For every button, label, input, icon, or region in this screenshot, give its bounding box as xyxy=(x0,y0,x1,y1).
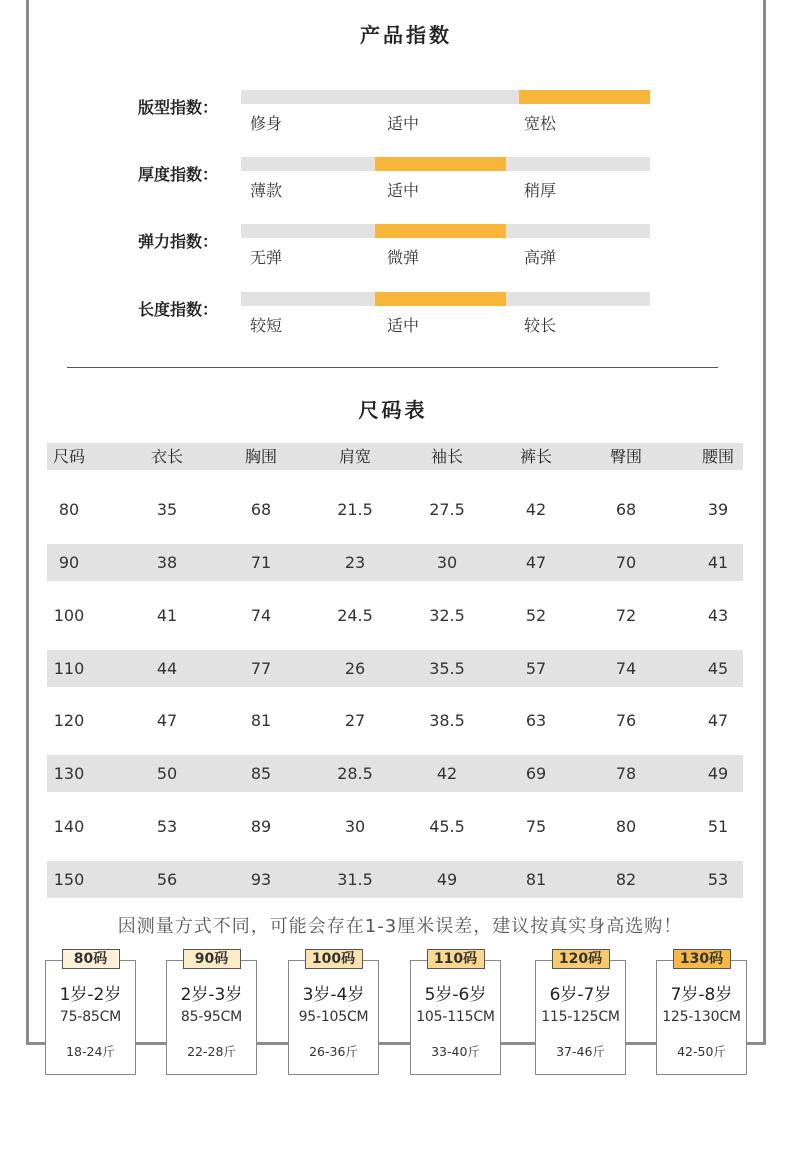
size-card-weight: 26-36斤 xyxy=(309,1044,358,1059)
table-row xyxy=(47,491,743,528)
section-divider xyxy=(67,367,718,368)
size-card-height: 75-85CM xyxy=(59,1009,122,1025)
table-header-cell: 臀围 xyxy=(609,447,642,466)
index-option-label: 适中 xyxy=(386,114,419,133)
table-cell: 47 xyxy=(707,711,729,731)
index-scale-segment xyxy=(519,292,650,306)
table-cell: 35.5 xyxy=(429,658,465,678)
table-cell: 71 xyxy=(250,552,272,572)
index-row-thickness xyxy=(0,157,790,207)
index-row-fit xyxy=(0,90,790,140)
table-cell: 77 xyxy=(250,658,272,678)
size-card-weight: 33-40斤 xyxy=(431,1044,480,1059)
table-cell: 26 xyxy=(344,658,366,678)
table-cell: 44 xyxy=(156,658,178,678)
size-card-height: 125-130CM xyxy=(662,1009,741,1025)
table-cell: 150 xyxy=(53,870,85,890)
table-cell: 42 xyxy=(436,764,458,784)
table-cell: 57 xyxy=(525,658,547,678)
size-card-height: 105-115CM xyxy=(416,1009,495,1025)
table-cell: 30 xyxy=(436,552,458,572)
index-row-length xyxy=(0,292,790,342)
measurement-note: 因测量方式不同，可能会存在1-3厘米误差，建议按真实身高选购！ xyxy=(117,916,683,937)
table-cell: 75 xyxy=(525,817,547,837)
table-cell: 63 xyxy=(525,711,547,731)
index-row-elasticity xyxy=(0,224,790,274)
table-cell: 69 xyxy=(525,764,547,784)
table-cell: 76 xyxy=(615,711,637,731)
table-cell: 27.5 xyxy=(429,500,465,519)
table-cell: 53 xyxy=(156,817,178,837)
index-label: 厚度指数： xyxy=(138,165,219,184)
table-cell: 74 xyxy=(250,605,272,625)
table-header-cell: 裤长 xyxy=(519,447,552,466)
size-card-tag: 80码 xyxy=(62,949,120,969)
size-card-weight: 18-24斤 xyxy=(66,1044,115,1059)
size-card xyxy=(656,951,747,1075)
table-header-cell: 袖长 xyxy=(430,447,463,466)
index-option-label: 修身 xyxy=(249,114,282,133)
table-header-cell: 腰围 xyxy=(701,447,734,466)
size-card-age: 2岁-3岁 xyxy=(180,985,243,1005)
table-cell: 41 xyxy=(156,605,178,625)
index-option-label: 适中 xyxy=(386,316,419,335)
table-cell: 70 xyxy=(615,552,637,572)
table-cell: 74 xyxy=(615,658,637,678)
size-card-weight: 22-28斤 xyxy=(187,1044,236,1059)
table-row xyxy=(47,597,743,634)
table-header-cell: 尺码 xyxy=(52,447,85,466)
table-cell: 56 xyxy=(156,870,178,890)
table-row xyxy=(47,861,743,898)
table-cell: 35 xyxy=(156,500,178,519)
size-card-tag: 130码 xyxy=(673,949,731,969)
size-card-age: 1岁-2岁 xyxy=(59,985,122,1005)
table-row xyxy=(47,702,743,739)
table-cell: 45.5 xyxy=(429,817,465,837)
table-cell: 80 xyxy=(58,500,80,519)
product-index-title: 产品指数 xyxy=(360,23,452,47)
index-scale-segment xyxy=(519,90,650,104)
table-cell: 42 xyxy=(525,500,547,519)
table-cell: 39 xyxy=(707,500,729,519)
table-cell: 38.5 xyxy=(429,711,465,731)
size-card-weight: 42-50斤 xyxy=(677,1044,726,1059)
index-scale-bar xyxy=(241,90,650,104)
size-chart-title: 尺码表 xyxy=(358,398,428,422)
table-cell: 81 xyxy=(250,711,272,731)
size-card-age: 6岁-7岁 xyxy=(549,985,612,1005)
table-cell: 72 xyxy=(615,605,637,625)
index-scale-segment xyxy=(375,157,506,171)
table-cell: 51 xyxy=(707,817,729,837)
size-card-tag: 120码 xyxy=(552,949,610,969)
index-scale-bar xyxy=(241,157,650,171)
size-card xyxy=(45,951,136,1075)
size-card-age: 5岁-6岁 xyxy=(424,985,487,1005)
size-card xyxy=(535,951,626,1075)
index-label: 版型指数： xyxy=(138,98,219,117)
table-cell: 78 xyxy=(615,764,637,784)
table-cell: 90 xyxy=(58,552,80,572)
table-cell: 68 xyxy=(250,500,272,519)
index-scale-segment xyxy=(519,224,650,238)
index-scale-segment xyxy=(375,90,506,104)
size-table xyxy=(47,443,743,898)
index-option-label: 无弹 xyxy=(249,248,282,267)
table-cell: 49 xyxy=(436,870,458,890)
size-card-weight: 37-46斤 xyxy=(556,1044,605,1059)
table-cell: 120 xyxy=(53,711,85,731)
table-cell: 38 xyxy=(156,552,178,572)
size-card-height: 85-95CM xyxy=(180,1009,243,1025)
table-row xyxy=(47,755,743,792)
index-option-label: 适中 xyxy=(386,181,419,200)
index-label: 长度指数： xyxy=(138,300,219,319)
index-option-label: 稍厚 xyxy=(523,181,556,200)
table-cell: 23 xyxy=(344,552,366,572)
table-row xyxy=(47,544,743,581)
table-cell: 140 xyxy=(53,817,85,837)
table-cell: 53 xyxy=(707,870,729,890)
table-cell: 82 xyxy=(615,870,637,890)
table-cell: 24.5 xyxy=(337,605,373,625)
index-scale-segment xyxy=(241,224,375,238)
table-cell: 130 xyxy=(53,764,85,784)
table-header-cell: 肩宽 xyxy=(338,447,371,466)
table-row xyxy=(47,650,743,687)
size-card-age: 7岁-8岁 xyxy=(670,985,733,1005)
table-cell: 27 xyxy=(344,711,366,731)
table-cell: 93 xyxy=(250,870,272,890)
index-scale-segment xyxy=(375,224,506,238)
index-option-label: 宽松 xyxy=(523,114,556,133)
table-row xyxy=(47,808,743,845)
size-card-tag: 110码 xyxy=(427,949,485,969)
table-cell: 21.5 xyxy=(337,500,373,519)
table-cell: 41 xyxy=(707,552,729,572)
table-cell: 31.5 xyxy=(337,870,373,890)
table-cell: 50 xyxy=(156,764,178,784)
size-card xyxy=(288,951,379,1075)
table-cell: 52 xyxy=(525,605,547,625)
index-option-label: 较短 xyxy=(249,316,282,335)
index-scale-bar xyxy=(241,224,650,238)
table-cell: 68 xyxy=(615,500,637,519)
table-header-cell: 胸围 xyxy=(244,447,277,466)
size-card-tag: 90码 xyxy=(183,949,241,969)
table-cell: 47 xyxy=(525,552,547,572)
table-header-row xyxy=(47,443,743,470)
size-card xyxy=(166,951,257,1075)
index-scale-segment xyxy=(241,292,375,306)
index-label: 弹力指数： xyxy=(138,232,219,251)
index-option-label: 较长 xyxy=(523,316,556,335)
index-scale-segment xyxy=(241,90,375,104)
table-cell: 85 xyxy=(250,764,272,784)
size-card xyxy=(410,951,501,1075)
table-cell: 43 xyxy=(707,605,729,625)
index-option-label: 薄款 xyxy=(249,181,282,200)
table-cell: 81 xyxy=(525,870,547,890)
table-cell: 49 xyxy=(707,764,729,784)
table-cell: 89 xyxy=(250,817,272,837)
table-cell: 110 xyxy=(53,658,85,678)
table-cell: 80 xyxy=(615,817,637,837)
table-cell: 32.5 xyxy=(429,605,465,625)
size-card-age: 3岁-4岁 xyxy=(302,985,365,1005)
size-card-height: 115-125CM xyxy=(541,1009,620,1025)
table-cell: 47 xyxy=(156,711,178,731)
index-scale-segment xyxy=(375,292,506,306)
size-card-height: 95-105CM xyxy=(298,1009,369,1025)
table-cell: 100 xyxy=(53,605,85,625)
table-cell: 30 xyxy=(344,817,366,837)
size-card-tag: 100码 xyxy=(305,949,363,969)
index-scale-bar xyxy=(241,292,650,306)
index-option-label: 微弹 xyxy=(386,248,419,267)
index-scale-segment xyxy=(519,157,650,171)
table-header-cell: 衣长 xyxy=(150,447,183,466)
table-cell: 45 xyxy=(707,658,729,678)
index-option-label: 高弹 xyxy=(523,248,556,267)
table-cell: 28.5 xyxy=(337,764,373,784)
index-scale-segment xyxy=(241,157,375,171)
